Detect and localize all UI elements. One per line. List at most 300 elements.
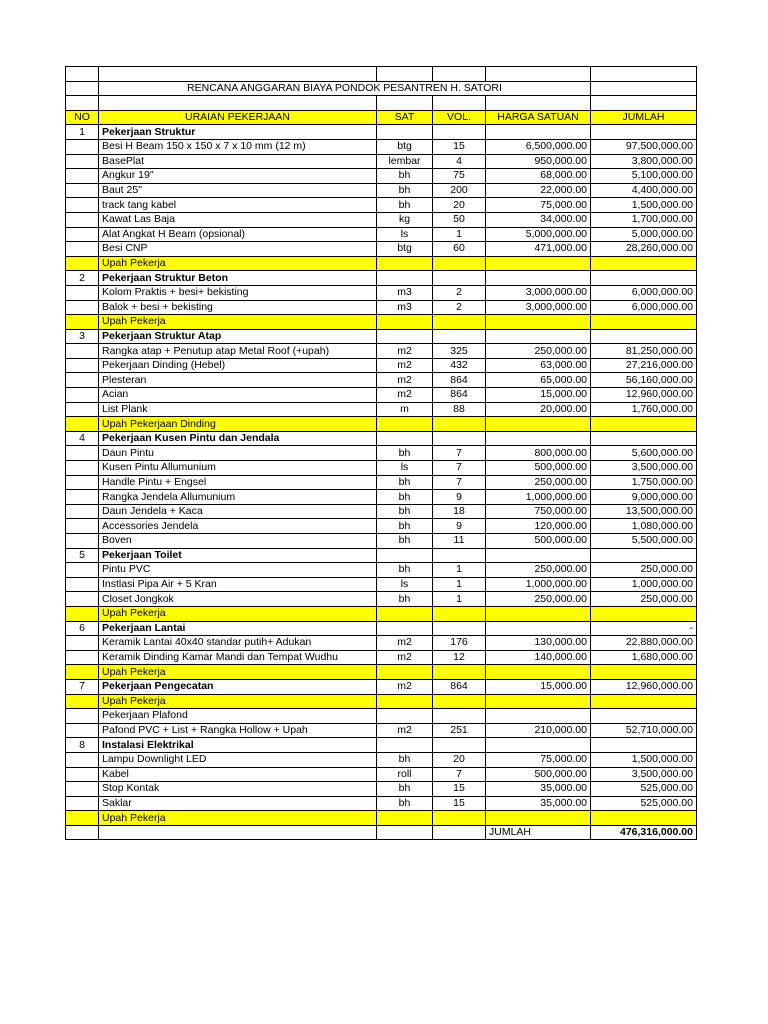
cell-desc[interactable]: Upah Pekerja: [99, 315, 377, 330]
cell-desc[interactable]: Pintu PVC: [99, 563, 377, 578]
cell-desc[interactable]: Pekerjaan Lantai: [99, 621, 377, 636]
cell-no[interactable]: [66, 154, 99, 169]
cell-desc[interactable]: Pekerjaan Kusen Pintu dan Jendala: [99, 431, 377, 446]
cell-jumlah[interactable]: [591, 329, 697, 344]
cell-harga[interactable]: 5,000,000.00: [486, 227, 591, 242]
cell-harga[interactable]: 210,000.00: [486, 723, 591, 738]
cell-jumlah[interactable]: 3,500,000.00: [591, 461, 697, 476]
cell-desc[interactable]: Handle Pintu + Engsel: [99, 475, 377, 490]
cell-harga[interactable]: [486, 548, 591, 563]
cell-harga[interactable]: 3,000,000.00: [486, 300, 591, 315]
cell-jumlah[interactable]: [591, 665, 697, 680]
cell-no[interactable]: [66, 577, 99, 592]
cell-harga[interactable]: 1,000,000.00: [486, 577, 591, 592]
cell-sat[interactable]: m2: [377, 373, 433, 388]
cell-harga[interactable]: 75,000.00: [486, 198, 591, 213]
cell-desc[interactable]: Pekerjaan Pengecatan: [99, 679, 377, 694]
cell-desc[interactable]: Pafond PVC + List + Rangka Hollow + Upah: [99, 723, 377, 738]
cell-vol[interactable]: 7: [433, 446, 486, 461]
cell-desc[interactable]: Instalasi Elektrikal: [99, 738, 377, 753]
cell-harga[interactable]: 15,000.00: [486, 679, 591, 694]
cell-jumlah[interactable]: 1,760,000.00: [591, 402, 697, 417]
cell-sat[interactable]: m2: [377, 679, 433, 694]
cell-no[interactable]: [66, 446, 99, 461]
cell-vol[interactable]: 4: [433, 154, 486, 169]
cell-vol[interactable]: 1: [433, 592, 486, 607]
cell-vol[interactable]: 1: [433, 563, 486, 578]
section-row: [66, 548, 697, 563]
cell-no[interactable]: 6: [66, 621, 99, 636]
cell-jumlah[interactable]: [591, 417, 697, 432]
cell-jumlah[interactable]: 13,500,000.00: [591, 504, 697, 519]
cell-no[interactable]: [66, 242, 99, 257]
cell-no[interactable]: [66, 606, 99, 621]
cell-vol[interactable]: 1: [433, 227, 486, 242]
cell-no[interactable]: [66, 139, 99, 154]
cell-no[interactable]: [66, 227, 99, 242]
cell-vol[interactable]: 15: [433, 782, 486, 797]
cell-desc[interactable]: Plesteran: [99, 373, 377, 388]
cell-no[interactable]: 5: [66, 548, 99, 563]
cell-jumlah[interactable]: 5,100,000.00: [591, 169, 697, 184]
cell-jumlah[interactable]: 56,160,000.00: [591, 373, 697, 388]
cell-sat[interactable]: ls: [377, 577, 433, 592]
cell-harga[interactable]: 250,000.00: [486, 475, 591, 490]
cell-no[interactable]: [66, 636, 99, 651]
cell-harga[interactable]: 15,000.00: [486, 388, 591, 403]
cell-sat[interactable]: bh: [377, 534, 433, 549]
cell-vol[interactable]: 7: [433, 461, 486, 476]
cell-harga[interactable]: [486, 329, 591, 344]
cell-vol[interactable]: 864: [433, 679, 486, 694]
cell-sat[interactable]: [377, 125, 433, 140]
cell-sat[interactable]: ls: [377, 461, 433, 476]
cell-no[interactable]: [66, 373, 99, 388]
cell-harga[interactable]: [486, 271, 591, 286]
cell-jumlah[interactable]: 1,750,000.00: [591, 475, 697, 490]
cell-harga[interactable]: [486, 606, 591, 621]
cell-vol[interactable]: [433, 315, 486, 330]
cell-jumlah[interactable]: 4,400,000.00: [591, 183, 697, 198]
cell-vol[interactable]: [433, 125, 486, 140]
cell-desc[interactable]: Upah Pekerja: [99, 665, 377, 680]
cell-sat[interactable]: m2: [377, 344, 433, 359]
cell-vol[interactable]: 60: [433, 242, 486, 257]
cell-harga[interactable]: 35,000.00: [486, 796, 591, 811]
cell-no[interactable]: [66, 723, 99, 738]
cell-sat[interactable]: bh: [377, 475, 433, 490]
cell-no[interactable]: 8: [66, 738, 99, 753]
cell-no[interactable]: [66, 212, 99, 227]
cell-vol[interactable]: 11: [433, 534, 486, 549]
cell-jumlah[interactable]: 1,700,000.00: [591, 212, 697, 227]
cell-vol[interactable]: [433, 606, 486, 621]
cell-desc[interactable]: Rangka Jendela Allumunium: [99, 490, 377, 505]
cell-sat[interactable]: m3: [377, 285, 433, 300]
cell-vol[interactable]: [433, 431, 486, 446]
cell-vol[interactable]: 7: [433, 475, 486, 490]
item-row: [66, 519, 697, 534]
cell-harga[interactable]: [486, 665, 591, 680]
cell-sat[interactable]: bh: [377, 752, 433, 767]
cell-no[interactable]: [66, 461, 99, 476]
cell-desc[interactable]: Upah Pekerja: [99, 256, 377, 271]
cell-jumlah[interactable]: 525,000.00: [591, 782, 697, 797]
cell-sat[interactable]: m2: [377, 388, 433, 403]
cell-vol[interactable]: 15: [433, 796, 486, 811]
cell-vol[interactable]: 432: [433, 358, 486, 373]
cell-desc[interactable]: Upah Pekerja: [99, 811, 377, 826]
cell-no[interactable]: [66, 169, 99, 184]
cell-no[interactable]: [66, 709, 99, 724]
cell-harga[interactable]: 6,500,000.00: [486, 139, 591, 154]
cell-sat[interactable]: btg: [377, 139, 433, 154]
cell-no[interactable]: [66, 490, 99, 505]
cell-sat[interactable]: m3: [377, 300, 433, 315]
cell-desc[interactable]: Boven: [99, 534, 377, 549]
cell-sat[interactable]: [377, 606, 433, 621]
item-row: [66, 563, 697, 578]
cell-sat[interactable]: bh: [377, 592, 433, 607]
cell-desc[interactable]: Closet Jongkok: [99, 592, 377, 607]
cell-jumlah[interactable]: 5,000,000.00: [591, 227, 697, 242]
cell-desc[interactable]: Keramik Lantai 40x40 standar putih+ Adukan: [99, 636, 377, 651]
cell-sat[interactable]: m2: [377, 636, 433, 651]
cell-harga[interactable]: 250,000.00: [486, 592, 591, 607]
cell-jumlah[interactable]: 6,000,000.00: [591, 300, 697, 315]
cell-desc[interactable]: Kawat Las Baja: [99, 212, 377, 227]
cell-desc[interactable]: Balok + besi + bekisting: [99, 300, 377, 315]
cell-vol[interactable]: 20: [433, 198, 486, 213]
cell-vol[interactable]: 20: [433, 752, 486, 767]
cell-vol[interactable]: 50: [433, 212, 486, 227]
cell-vol[interactable]: 864: [433, 388, 486, 403]
cell-jumlah[interactable]: [591, 709, 697, 724]
cell-jumlah[interactable]: 52,710,000.00: [591, 723, 697, 738]
cell-no[interactable]: 3: [66, 329, 99, 344]
cell-jumlah[interactable]: 1,000,000.00: [591, 577, 697, 592]
cell-harga[interactable]: 22,000.00: [486, 183, 591, 198]
cell-no[interactable]: [66, 358, 99, 373]
cell-no[interactable]: [66, 315, 99, 330]
cell-desc[interactable]: Keramik Dinding Kamar Mandi dan Tempat Wudhu: [99, 650, 377, 665]
cell-jumlah[interactable]: -: [591, 621, 697, 636]
cell-desc[interactable]: Kabel: [99, 767, 377, 782]
cell-vol[interactable]: [433, 621, 486, 636]
cell-desc[interactable]: Pekerjaan Toilet: [99, 548, 377, 563]
cell-sat[interactable]: bh: [377, 198, 433, 213]
cell-sat[interactable]: bh: [377, 504, 433, 519]
cell-vol[interactable]: 12: [433, 650, 486, 665]
cell-jumlah[interactable]: 5,600,000.00: [591, 446, 697, 461]
cell-sat[interactable]: bh: [377, 519, 433, 534]
cell-sat[interactable]: [377, 694, 433, 709]
cell-harga[interactable]: [486, 694, 591, 709]
cell-vol[interactable]: 75: [433, 169, 486, 184]
cell-sat[interactable]: bh: [377, 490, 433, 505]
cell-desc[interactable]: Daun Pintu: [99, 446, 377, 461]
cell-sat[interactable]: btg: [377, 242, 433, 257]
cell-harga[interactable]: 68,000.00: [486, 169, 591, 184]
cell-no[interactable]: [66, 694, 99, 709]
cell-desc[interactable]: Kolom Praktis + besi+ bekisting: [99, 285, 377, 300]
cell-desc[interactable]: Upah Pekerja: [99, 606, 377, 621]
cell-jumlah[interactable]: 9,000,000.00: [591, 490, 697, 505]
cell-desc[interactable]: Upah Pekerja: [99, 694, 377, 709]
cell-jumlah[interactable]: 22,880,000.00: [591, 636, 697, 651]
cell-vol[interactable]: 176: [433, 636, 486, 651]
cell-sat[interactable]: bh: [377, 782, 433, 797]
cell-desc[interactable]: Kusen Pintu Allumunium: [99, 461, 377, 476]
cell-sat[interactable]: [377, 329, 433, 344]
cell-jumlah[interactable]: [591, 811, 697, 826]
cell-jumlah[interactable]: 81,250,000.00: [591, 344, 697, 359]
cell-harga[interactable]: 35,000.00: [486, 782, 591, 797]
cell-vol[interactable]: 2: [433, 285, 486, 300]
cell-no[interactable]: 2: [66, 271, 99, 286]
item-row: [66, 183, 697, 198]
cell-harga[interactable]: [486, 431, 591, 446]
cell-sat[interactable]: [377, 709, 433, 724]
cell-sat[interactable]: [377, 431, 433, 446]
cell-sat[interactable]: bh: [377, 563, 433, 578]
cell-jumlah[interactable]: 12,960,000.00: [591, 679, 697, 694]
cell-no[interactable]: [66, 811, 99, 826]
cell-harga[interactable]: [486, 256, 591, 271]
cell-vol[interactable]: 9: [433, 490, 486, 505]
cell-harga[interactable]: 500,000.00: [486, 767, 591, 782]
cell-desc[interactable]: Pekerjaan Struktur Atap: [99, 329, 377, 344]
cell-sat[interactable]: [377, 315, 433, 330]
cell-sat[interactable]: bh: [377, 169, 433, 184]
cell-harga[interactable]: 800,000.00: [486, 446, 591, 461]
cell-vol[interactable]: 9: [433, 519, 486, 534]
cell-harga[interactable]: 250,000.00: [486, 563, 591, 578]
cell-jumlah[interactable]: [591, 738, 697, 753]
cell-sat[interactable]: roll: [377, 767, 433, 782]
cell-vol[interactable]: 1: [433, 577, 486, 592]
header-uraian: URAIAN PEKERJAAN: [99, 110, 377, 125]
cell-desc[interactable]: Alat Angkat H Beam (opsional): [99, 227, 377, 242]
cell-sat[interactable]: [377, 548, 433, 563]
cell-sat[interactable]: [377, 811, 433, 826]
cell-harga[interactable]: 63,000.00: [486, 358, 591, 373]
cell-sat[interactable]: m: [377, 402, 433, 417]
cell-sat[interactable]: m2: [377, 723, 433, 738]
cell-sat[interactable]: kg: [377, 212, 433, 227]
cell-no[interactable]: [66, 183, 99, 198]
cell-vol[interactable]: [433, 271, 486, 286]
cell-vol[interactable]: 325: [433, 344, 486, 359]
section-row: [66, 679, 697, 694]
cell-jumlah[interactable]: 6,000,000.00: [591, 285, 697, 300]
cell-desc[interactable]: Angkur 19": [99, 169, 377, 184]
cell-sat[interactable]: [377, 621, 433, 636]
cell-harga[interactable]: 140,000.00: [486, 650, 591, 665]
cell-jumlah[interactable]: 28,260,000.00: [591, 242, 697, 257]
cell-jumlah[interactable]: [591, 125, 697, 140]
cell-harga[interactable]: 471,000.00: [486, 242, 591, 257]
cell-jumlah[interactable]: [591, 548, 697, 563]
cell-harga[interactable]: 130,000.00: [486, 636, 591, 651]
cell-jumlah[interactable]: 1,080,000.00: [591, 519, 697, 534]
cell-vol[interactable]: [433, 709, 486, 724]
cell-desc[interactable]: Saklar: [99, 796, 377, 811]
cell-jumlah[interactable]: [591, 431, 697, 446]
cell-no[interactable]: [66, 534, 99, 549]
cell-no[interactable]: [66, 285, 99, 300]
cell-jumlah[interactable]: [591, 256, 697, 271]
cell-desc[interactable]: Pekerjaan Struktur Beton: [99, 271, 377, 286]
cell-desc[interactable]: Besi H Beam 150 x 150 x 7 x 10 mm (12 m): [99, 139, 377, 154]
cell-desc[interactable]: Pekerjaan Plafond: [99, 709, 377, 724]
cell-desc[interactable]: Pekerjaan Dinding (Hebel): [99, 358, 377, 373]
cell-sat[interactable]: [377, 665, 433, 680]
cell-no[interactable]: [66, 300, 99, 315]
cell-no[interactable]: [66, 796, 99, 811]
cell-no[interactable]: [66, 475, 99, 490]
cell-harga[interactable]: 34,000.00: [486, 212, 591, 227]
cell-jumlah[interactable]: 250,000.00: [591, 563, 697, 578]
cell-no[interactable]: [66, 752, 99, 767]
cell-jumlah[interactable]: [591, 694, 697, 709]
cell-vol[interactable]: [433, 811, 486, 826]
cell-vol[interactable]: 7: [433, 767, 486, 782]
cell-vol[interactable]: [433, 665, 486, 680]
cell-jumlah[interactable]: 525,000.00: [591, 796, 697, 811]
cell-no[interactable]: 7: [66, 679, 99, 694]
cell-desc[interactable]: Lampu Downlight LED: [99, 752, 377, 767]
cell-harga[interactable]: 250,000.00: [486, 344, 591, 359]
cell-jumlah[interactable]: 12,960,000.00: [591, 388, 697, 403]
cell-harga[interactable]: 120,000.00: [486, 519, 591, 534]
cell-desc[interactable]: BasePlat: [99, 154, 377, 169]
cell-vol[interactable]: [433, 256, 486, 271]
cell-vol[interactable]: [433, 548, 486, 563]
cell-desc[interactable]: track tang kabel: [99, 198, 377, 213]
cell-jumlah[interactable]: 1,680,000.00: [591, 650, 697, 665]
cell-desc[interactable]: Besi CNP: [99, 242, 377, 257]
cell-sat[interactable]: m2: [377, 358, 433, 373]
cell-vol[interactable]: [433, 329, 486, 344]
cell-jumlah[interactable]: 5,500,000.00: [591, 534, 697, 549]
cell-vol[interactable]: [433, 417, 486, 432]
cell-desc[interactable]: Instlasi Pipa Air + 5 Kran: [99, 577, 377, 592]
cell-vol[interactable]: 864: [433, 373, 486, 388]
cell-jumlah[interactable]: 27,216,000.00: [591, 358, 697, 373]
document-title: RENCANA ANGGARAN BIAYA PONDOK PESANTREN H. SATORI: [99, 81, 591, 96]
cell-no[interactable]: 4: [66, 431, 99, 446]
cell-desc[interactable]: Stop Kontak: [99, 782, 377, 797]
cell-jumlah[interactable]: 1,500,000.00: [591, 198, 697, 213]
cell-no[interactable]: [66, 767, 99, 782]
section-row: [66, 271, 697, 286]
cell-jumlah[interactable]: [591, 606, 697, 621]
cell-desc[interactable]: Rangka atap + Penutup atap Metal Roof (+upah): [99, 344, 377, 359]
cell-jumlah[interactable]: 1,500,000.00: [591, 752, 697, 767]
cell-harga[interactable]: [486, 621, 591, 636]
cell-jumlah[interactable]: [591, 315, 697, 330]
cell-no[interactable]: [66, 256, 99, 271]
cell-no[interactable]: [66, 563, 99, 578]
cell-harga[interactable]: [486, 738, 591, 753]
cell-desc[interactable]: Accessories Jendela: [99, 519, 377, 534]
cell-sat[interactable]: m2: [377, 650, 433, 665]
cell-vol[interactable]: 2: [433, 300, 486, 315]
cell-harga[interactable]: 3,000,000.00: [486, 285, 591, 300]
cell-no[interactable]: [66, 504, 99, 519]
cell-desc[interactable]: List Plank: [99, 402, 377, 417]
cell-sat[interactable]: bh: [377, 446, 433, 461]
cell-no[interactable]: [66, 388, 99, 403]
cell-vol[interactable]: [433, 738, 486, 753]
cell-no[interactable]: [66, 402, 99, 417]
cell-no[interactable]: [66, 650, 99, 665]
cell-vol[interactable]: 18: [433, 504, 486, 519]
cell-harga[interactable]: 65,000.00: [486, 373, 591, 388]
header-vol: VOL.: [433, 110, 486, 125]
cell-no[interactable]: 1: [66, 125, 99, 140]
cell-harga[interactable]: [486, 811, 591, 826]
cell-no[interactable]: [66, 592, 99, 607]
cell-harga[interactable]: 750,000.00: [486, 504, 591, 519]
cell-harga[interactable]: 20,000.00: [486, 402, 591, 417]
cell-harga[interactable]: 1,000,000.00: [486, 490, 591, 505]
cell-harga[interactable]: [486, 709, 591, 724]
cell-no[interactable]: [66, 344, 99, 359]
cell-desc[interactable]: Upah Pekerjaan Dinding: [99, 417, 377, 432]
cell-harga[interactable]: [486, 315, 591, 330]
item-row: [66, 461, 697, 476]
cell-desc[interactable]: Baut 25": [99, 183, 377, 198]
cell-sat[interactable]: [377, 256, 433, 271]
cell-desc[interactable]: Pekerjaan Struktur: [99, 125, 377, 140]
cell-harga[interactable]: [486, 125, 591, 140]
cell-sat[interactable]: [377, 417, 433, 432]
cell-sat[interactable]: bh: [377, 183, 433, 198]
cell-jumlah[interactable]: 3,800,000.00: [591, 154, 697, 169]
cell-harga[interactable]: 950,000.00: [486, 154, 591, 169]
cell-jumlah[interactable]: 3,500,000.00: [591, 767, 697, 782]
cell-sat[interactable]: ls: [377, 227, 433, 242]
cell-sat[interactable]: [377, 738, 433, 753]
cell-harga[interactable]: [486, 417, 591, 432]
cell-vol[interactable]: [433, 694, 486, 709]
cell-harga[interactable]: 75,000.00: [486, 752, 591, 767]
item-row: [66, 344, 697, 359]
cell-harga[interactable]: 500,000.00: [486, 534, 591, 549]
cell-no[interactable]: [66, 665, 99, 680]
cell-no[interactable]: [66, 198, 99, 213]
cell-desc[interactable]: Acian: [99, 388, 377, 403]
cell-jumlah[interactable]: [591, 271, 697, 286]
cell-desc[interactable]: Daun Jendela + Kaca: [99, 504, 377, 519]
cell-vol[interactable]: 200: [433, 183, 486, 198]
cell-jumlah[interactable]: 250,000.00: [591, 592, 697, 607]
cell-sat[interactable]: bh: [377, 796, 433, 811]
cell-vol[interactable]: 88: [433, 402, 486, 417]
cell-jumlah[interactable]: 97,500,000.00: [591, 139, 697, 154]
cell-vol[interactable]: 251: [433, 723, 486, 738]
cell-sat[interactable]: [377, 271, 433, 286]
cell-no[interactable]: [66, 782, 99, 797]
header-row: [66, 110, 697, 125]
cell-sat[interactable]: lembar: [377, 154, 433, 169]
cell-no[interactable]: [66, 417, 99, 432]
cell-vol[interactable]: 15: [433, 139, 486, 154]
cell-no[interactable]: [66, 519, 99, 534]
cell-harga[interactable]: 500,000.00: [486, 461, 591, 476]
